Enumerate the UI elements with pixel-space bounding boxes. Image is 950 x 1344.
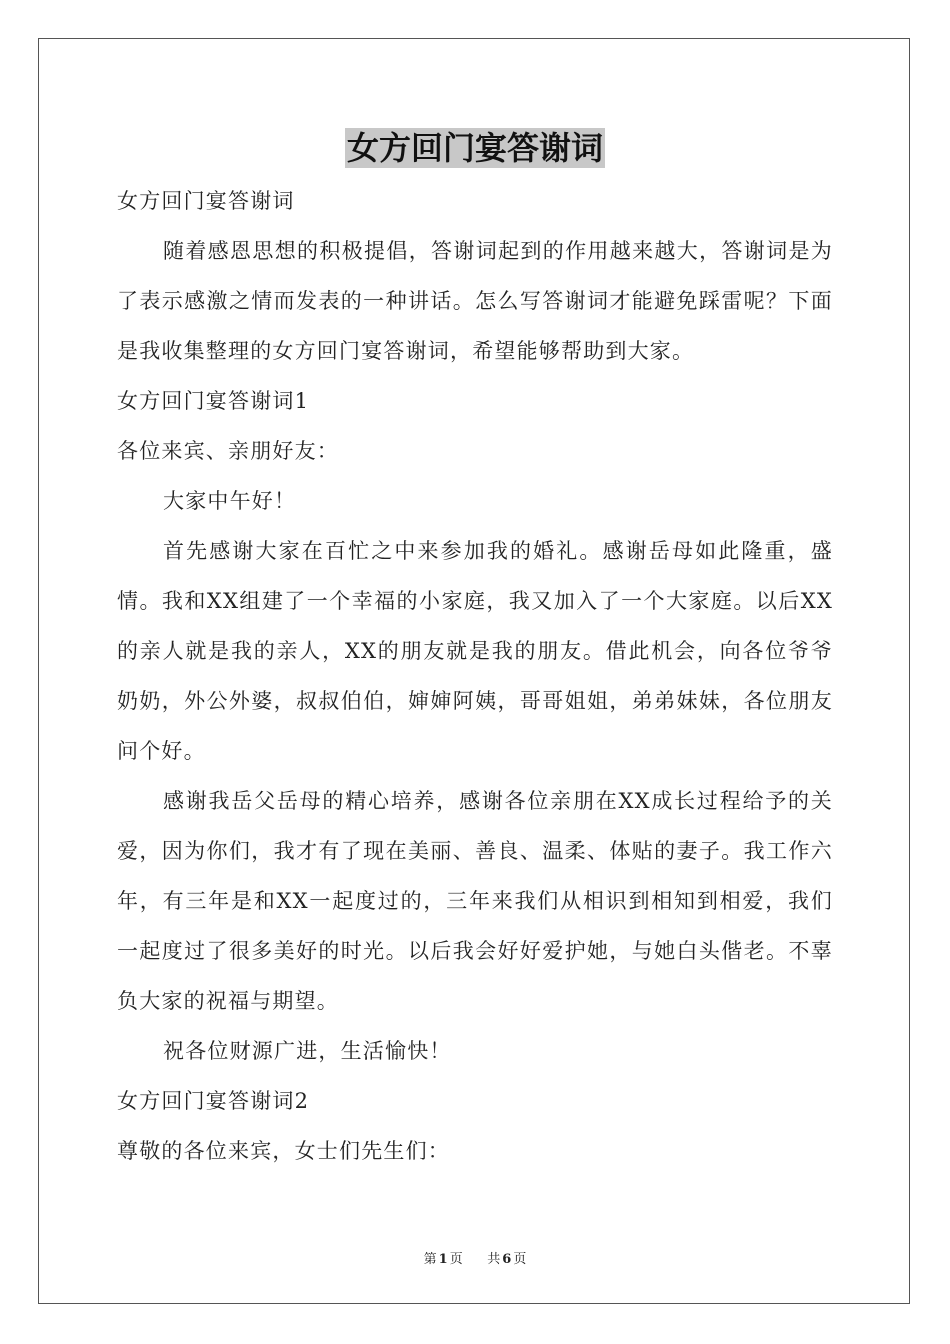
page-prefix: 第 [423, 1252, 437, 1267]
total-suffix: 页 [513, 1252, 527, 1267]
page-number: 1 [438, 1252, 448, 1267]
paragraph: 女方回门宴答谢词2 [117, 1089, 310, 1113]
total-indicator [485, 1252, 528, 1267]
document-body [117, 176, 833, 1176]
paragraph: 随着感恩思想的积极提倡，答谢词起到的作用越来越大，答谢词是为了表示感激之情而发表的一种讲话。怎么写答谢词才能避免踩雷呢？下面是我收集整理的女方回门宴答谢词，希望能够帮助到大家。 [117, 239, 833, 363]
document-title: 女方回门宴答谢词 [346, 129, 603, 167]
page-suffix: 页 [449, 1252, 463, 1267]
paragraph: 感谢我岳父岳母的精心培养，感谢各位亲朋在XX成长过程给予的关爱，因为你们，我才有了现在美丽、善良、温柔、体贴的妻子。我工作六年，有三年是和XX一起度过的，三年来我们从相识到相知到相爱，我们一起度过了很多美好的时光。以后我会好好爱护她，与她白头偕老。不辜负大家的祝福与期望。 [117, 789, 833, 1013]
paragraph: 女方回门宴答谢词1 [117, 389, 310, 413]
paragraph: 首先感谢大家在百忙之中来参加我的婚礼。感谢岳母如此隆重，盛情。我和XX组建了一个幸福的小家庭，我又加入了一个大家庭。以后XX的亲人就是我的亲人，XX的朋友就是我的朋友。借此机会，向各位爷爷奶奶，外公外婆，叔叔伯伯，婶婶阿姨，哥哥姐姐，弟弟妹妹，各位朋友问个好。 [117, 539, 833, 763]
paragraph: 各位来宾、亲朋好友： [117, 439, 339, 463]
page-footer [0, 1248, 950, 1267]
title-container [0, 128, 950, 168]
total-prefix: 共 [487, 1252, 501, 1267]
paragraph: 祝各位财源广进，生活愉快！ [163, 1039, 452, 1063]
page-indicator [422, 1252, 465, 1267]
total-pages: 6 [502, 1252, 512, 1267]
paragraph: 女方回门宴答谢词 [117, 189, 295, 213]
paragraph: 尊敬的各位来宾，女士们先生们： [117, 1139, 450, 1163]
paragraph: 大家中午好！ [163, 489, 297, 513]
